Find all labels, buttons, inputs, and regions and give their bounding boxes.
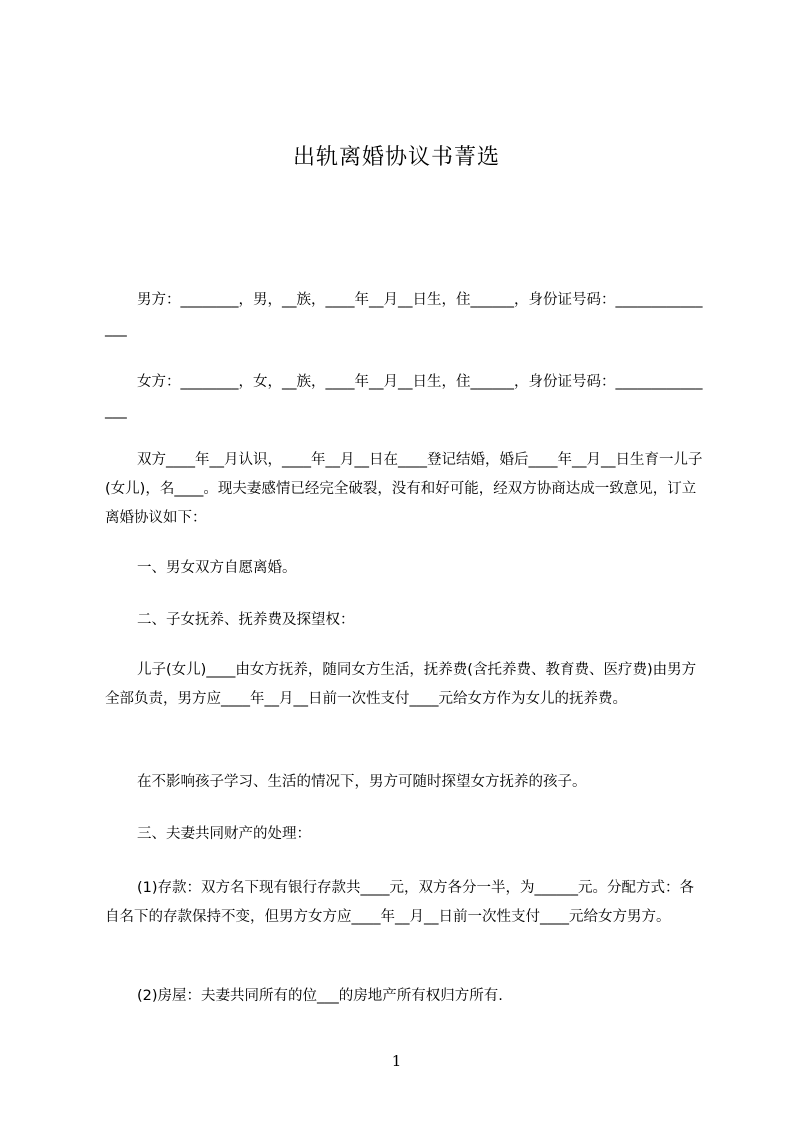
- clause-2-visitation: 在不影响孩子学习、生活的情况下，男方可随时探望女方抚养的孩子。: [137, 774, 587, 790]
- clause-3-house: (2)房屋：夫妻共同所有的位___的房地产所有权归方所有.: [137, 988, 503, 1004]
- clause-1-heading: 一、男女双方自愿离婚。: [137, 560, 297, 576]
- clause-3-heading: 三、夫妻共同财产的处理：: [137, 826, 311, 842]
- female-party-paragraph: 女方：________，女，__族，____年__月__日生，住______，身份证号码：_______________: [105, 374, 703, 419]
- intro-paragraph: 双方____年__月认识，____年__月__日在____登记结婚，婚后____年__月__日生育一儿子(女儿)，名____。现夫妻感情已经完全破裂，没有和好可能，经双方协商达成一致意见，订立离婚协议如下：: [105, 452, 703, 526]
- male-party-paragraph: 男方：________，男，__族，____年__月__日生，住______，身份证号码：_______________: [105, 292, 703, 337]
- clause-2-heading: 二、子女抚养、抚养费及探望权：: [137, 612, 355, 628]
- clause-2-body: 儿子(女儿)____由女方抚养，随同女方生活，抚养费(含托养费、教育费、医疗费)由男方全部负责，男方应____年__月__日前一次性支付____元给女方作为女儿的抚养费。: [105, 662, 697, 707]
- document-title: 出轨离婚协议书菁选: [292, 145, 500, 170]
- clause-3-deposit: (1)存款：双方名下现有银行存款共____元，双方各分一半，为______元。分配方式：各自名下的存款保持不变，但男方女方应____年__月__日前一次性支付____元给女方男方。: [105, 880, 695, 925]
- page-number: 1: [391, 1052, 402, 1070]
